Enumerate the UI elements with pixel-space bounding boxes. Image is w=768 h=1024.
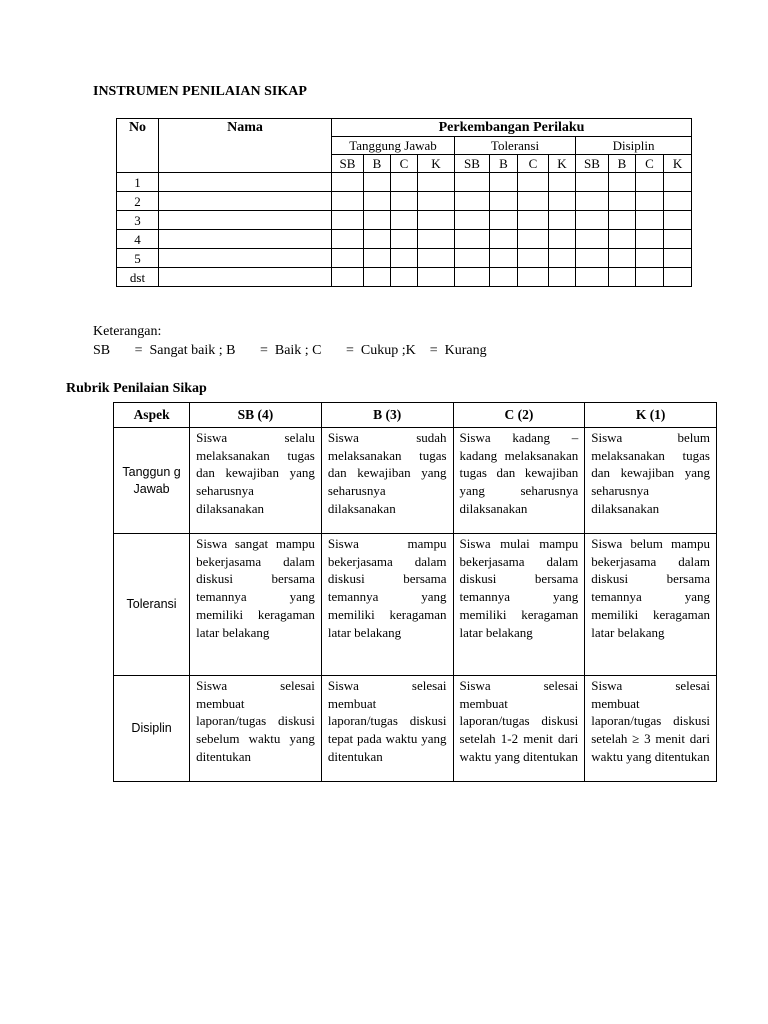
header-no: No	[117, 119, 159, 173]
score-cell	[332, 173, 364, 192]
score-cell	[332, 268, 364, 287]
rubric-desc-c: Siswa mulai mampu bekerjasama dalam diskusi bersama temannya yang memiliki keragaman latar belakang	[453, 534, 585, 676]
assessment-rows	[117, 173, 692, 287]
grade-header: C	[636, 155, 664, 173]
score-cell	[636, 249, 664, 268]
rubric-desc-sb: Siswa selesai membuat laporan/tugas diskusi sebelum waktu yang ditentukan	[190, 676, 322, 782]
score-cell	[518, 173, 549, 192]
score-cell	[636, 211, 664, 230]
score-cell	[576, 268, 609, 287]
header-perkembangan-perilaku: Perkembangan Perilaku	[332, 119, 692, 137]
rubric-desc-c: Siswa selesai membuat laporan/tugas diskusi setelah 1-2 menit dari waktu yang ditentukan	[453, 676, 585, 782]
grade-header: SB	[332, 155, 364, 173]
score-cell	[391, 230, 418, 249]
name-cell	[159, 268, 332, 287]
rubric-header-aspek: Aspek	[114, 403, 190, 428]
score-cell	[549, 173, 576, 192]
grade-header: C	[518, 155, 549, 173]
rubric-aspect: Toleransi	[114, 534, 190, 676]
score-cell	[549, 268, 576, 287]
score-cell	[391, 268, 418, 287]
score-cell	[549, 192, 576, 211]
score-cell	[636, 192, 664, 211]
header-aspect-tanggung-jawab: Tanggung Jawab	[332, 137, 455, 155]
rubric-header-sb: SB (4)	[190, 403, 322, 428]
score-cell	[391, 192, 418, 211]
score-cell	[576, 249, 609, 268]
score-cell	[549, 249, 576, 268]
score-cell	[490, 211, 518, 230]
name-cell	[159, 192, 332, 211]
rubric-desc-sb: Siswa sangat mampu bekerjasama dalam diskusi bersama temannya yang memiliki keragaman latar belakang	[190, 534, 322, 676]
score-cell	[364, 173, 391, 192]
score-cell	[609, 249, 636, 268]
score-cell	[518, 211, 549, 230]
score-cell	[664, 211, 692, 230]
grade-header: SB	[455, 155, 490, 173]
score-cell	[518, 268, 549, 287]
row-number: 1	[117, 173, 159, 192]
name-cell	[159, 211, 332, 230]
score-cell	[664, 268, 692, 287]
score-cell	[490, 249, 518, 268]
grade-header: K	[549, 155, 576, 173]
score-cell	[576, 211, 609, 230]
grade-header: K	[418, 155, 455, 173]
score-cell	[332, 230, 364, 249]
header-aspect-toleransi: Toleransi	[455, 137, 576, 155]
rubric-header-c: C (2)	[453, 403, 585, 428]
score-cell	[455, 230, 490, 249]
score-cell	[455, 211, 490, 230]
score-cell	[455, 249, 490, 268]
header-aspect-disiplin: Disiplin	[576, 137, 692, 155]
score-cell	[418, 230, 455, 249]
row-number: 5	[117, 249, 159, 268]
rubric-title: Rubrik Penilaian Sikap	[66, 381, 207, 396]
score-cell	[518, 249, 549, 268]
score-cell	[664, 173, 692, 192]
score-cell	[418, 173, 455, 192]
table-row	[117, 211, 692, 230]
score-cell	[518, 230, 549, 249]
score-cell	[332, 192, 364, 211]
score-cell	[418, 268, 455, 287]
score-cell	[549, 230, 576, 249]
score-cell	[455, 173, 490, 192]
table-row	[117, 173, 692, 192]
score-cell	[636, 173, 664, 192]
rubric-desc-k: Siswa belum melaksanakan tugas dan kewajiban yang seharusnya dilaksanakan	[585, 428, 717, 534]
score-cell	[364, 192, 391, 211]
score-cell	[332, 211, 364, 230]
score-cell	[549, 211, 576, 230]
rubric-row-tanggung-jawab	[114, 428, 717, 534]
keterangan-label: Keterangan:	[93, 324, 162, 339]
rubric-table	[113, 402, 717, 782]
score-cell	[664, 249, 692, 268]
name-cell	[159, 173, 332, 192]
rubric-desc-k: Siswa belum mampu bekerjasama dalam diskusi bersama temannya yang memiliki keragaman latar belakang	[585, 534, 717, 676]
rubric-desc-b: Siswa selesai membuat laporan/tugas diskusi tepat pada waktu yang ditentukan	[321, 676, 453, 782]
score-cell	[636, 230, 664, 249]
grade-header: SB	[576, 155, 609, 173]
score-cell	[490, 173, 518, 192]
header-nama: Nama	[159, 119, 332, 173]
rubric-desc-c: Siswa kadang – kadang melaksanakan tugas dan kewajiban yang seharusnya dilaksanakan	[453, 428, 585, 534]
score-cell	[455, 192, 490, 211]
grade-header: B	[490, 155, 518, 173]
score-cell	[609, 211, 636, 230]
rubric-row-toleransi	[114, 534, 717, 676]
grade-header: B	[364, 155, 391, 173]
table-row	[117, 268, 692, 287]
table-row	[117, 249, 692, 268]
name-cell	[159, 230, 332, 249]
score-cell	[364, 211, 391, 230]
score-cell	[576, 192, 609, 211]
score-cell	[609, 173, 636, 192]
rubric-desc-k: Siswa selesai membuat laporan/tugas diskusi setelah ≥ 3 menit dari waktu yang ditentukan	[585, 676, 717, 782]
rubric-row-disiplin	[114, 676, 717, 782]
attitude-assessment-table	[116, 118, 692, 287]
rubric-aspect: Disiplin	[114, 676, 190, 782]
score-cell	[364, 268, 391, 287]
score-cell	[455, 268, 490, 287]
score-cell	[636, 268, 664, 287]
grade-header: B	[609, 155, 636, 173]
score-cell	[518, 192, 549, 211]
rubric-desc-sb: Siswa selalu melaksanakan tugas dan kewajiban yang seharusnya dilaksanakan	[190, 428, 322, 534]
score-cell	[418, 249, 455, 268]
rubric-desc-b: Siswa sudah melaksanakan tugas dan kewajiban yang seharusnya dilaksanakan	[321, 428, 453, 534]
score-cell	[418, 192, 455, 211]
score-cell	[576, 173, 609, 192]
rubric-header-b: B (3)	[321, 403, 453, 428]
score-cell	[364, 249, 391, 268]
score-cell	[490, 192, 518, 211]
score-cell	[391, 173, 418, 192]
score-cell	[664, 230, 692, 249]
table-row	[117, 192, 692, 211]
score-cell	[609, 268, 636, 287]
row-number: dst	[117, 268, 159, 287]
score-cell	[364, 230, 391, 249]
score-cell	[609, 230, 636, 249]
rubric-desc-b: Siswa mampu bekerjasama dalam diskusi bersama temannya yang memiliki keragaman latar belakang	[321, 534, 453, 676]
score-cell	[664, 192, 692, 211]
grade-legend: SB = Sangat baik ; B = Baik ; C = Cukup ;K = Kurang	[93, 343, 487, 358]
rubric-aspect: Tanggun g Jawab	[114, 428, 190, 534]
score-cell	[391, 211, 418, 230]
grade-header: C	[391, 155, 418, 173]
table-row	[117, 230, 692, 249]
row-number: 3	[117, 211, 159, 230]
page-title: INSTRUMEN PENILAIAN SIKAP	[93, 84, 307, 99]
row-number: 2	[117, 192, 159, 211]
score-cell	[576, 230, 609, 249]
score-cell	[490, 230, 518, 249]
grade-header: K	[664, 155, 692, 173]
name-cell	[159, 249, 332, 268]
rubric-header-k: K (1)	[585, 403, 717, 428]
score-cell	[609, 192, 636, 211]
score-cell	[418, 211, 455, 230]
score-cell	[490, 268, 518, 287]
score-cell	[391, 249, 418, 268]
row-number: 4	[117, 230, 159, 249]
score-cell	[332, 249, 364, 268]
